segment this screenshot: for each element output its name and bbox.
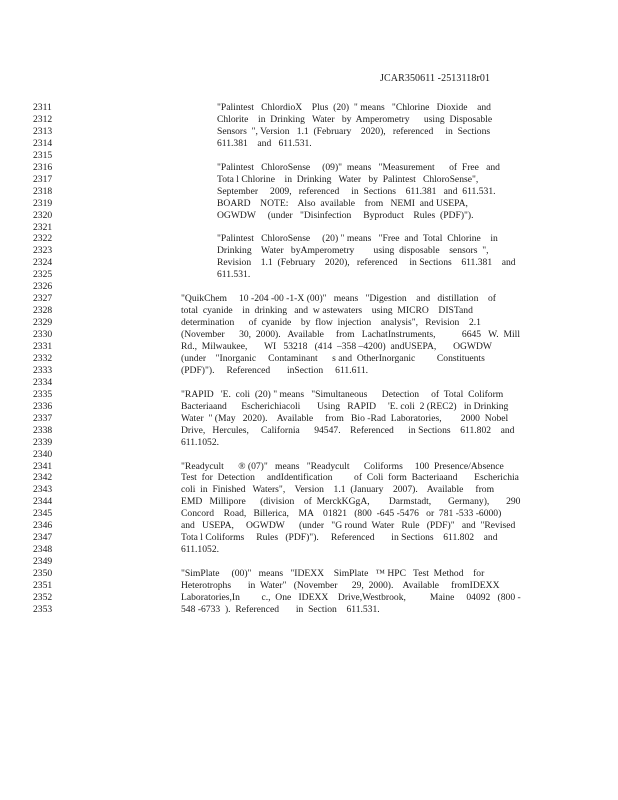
line-number: 2325: [33, 269, 53, 281]
line-number: 2344: [33, 496, 53, 508]
line-text: 611.1052.: [181, 544, 220, 556]
line-number: 2317: [33, 173, 53, 185]
line-text: Laboratories,In c., One IDEXX Drive,Westbrook, Maine 04092 (800 -: [181, 591, 521, 603]
line-number: 2352: [33, 591, 53, 603]
line-text: (November 30, 2000). Available from LachatInstruments, 6645 W. Mill: [181, 329, 521, 341]
line-number: 2336: [33, 400, 53, 412]
line-number: 2345: [33, 508, 53, 520]
line-text: Drive, Hercules, California 94547. Referenced in Sections 611.802 and: [181, 424, 515, 436]
line-text: "Readycult ® (07)" means "Readycult Coliforms 100 Presence/Absence: [181, 460, 504, 472]
line-text: "RAPID 'E. coli (20) " means "Simultaneous Detection of Total Coliform: [181, 388, 504, 400]
line-text: Bacteriaand Escherichiacoli Using RAPID 'E. coli 2 (REC2) in Drinking: [181, 400, 509, 412]
line-number: 2312: [33, 113, 53, 125]
line-number: 2315: [33, 149, 53, 161]
line-number: 2329: [33, 317, 53, 329]
line-number: 2341: [33, 460, 53, 472]
line-text: EMD Millipore (division of MerckKGgA, Darmstadt, Germany), 290: [181, 496, 521, 508]
line-number: 2339: [33, 436, 53, 448]
line-number: 2326: [33, 281, 53, 293]
line-text: "SimPlate (00)" means "IDEXX SimPlate ™ HPC Test Method for: [181, 568, 485, 580]
line-number: 2327: [33, 293, 53, 305]
line-text: coli in Finished Waters", Version 1.1 (January 2007). Available from: [181, 484, 495, 496]
line-text: Tota l Chlorine in Drinking Water by Palintest ChloroSense",: [217, 173, 479, 185]
line-number: 2318: [33, 185, 53, 197]
line-number: 2335: [33, 388, 53, 400]
line-number: 2328: [33, 305, 53, 317]
line-text: September 2009, referenced in Sections 611.381 and 611.531.: [217, 185, 496, 197]
line-number: 2347: [33, 532, 53, 544]
line-text: total cyanide in drinking and w astewaters using MICRO DISTand: [181, 305, 473, 317]
line-number: 2334: [33, 376, 53, 388]
line-text: Heterotrophs in Water" (November 29, 2000). Available fromIDEXX: [181, 580, 500, 591]
line-number: 2330: [33, 329, 53, 341]
line-number: 2322: [33, 233, 53, 245]
document-header: JCAR350611 -2513118r01: [380, 73, 491, 84]
line-text: "Palintest ChloroSense (09)" means "Measurement of Free and: [217, 161, 500, 173]
line-text: Chlorite in Drinking Water by Amperometry using Disposable: [217, 113, 493, 125]
line-text: determination of cyanide by flow injection analysis", Revision 2.1: [181, 317, 481, 329]
line-text: and USEPA, OGWDW (under "G round Water Rule (PDF)" and "Revised: [181, 520, 516, 532]
line-text: Sensors ", Version 1.1 (February 2020), referenced in Sections: [217, 125, 491, 137]
line-text: BOARD NOTE: Also available from NEMI and USEPA,: [217, 197, 468, 209]
line-text: Test for Detection andIdentification of Coli form Bacteriaand Escherichia: [181, 472, 519, 484]
line-text: 611.1052.: [181, 436, 220, 448]
line-number: 2351: [33, 580, 53, 591]
line-number: 2314: [33, 137, 53, 149]
line-text: 611.531.: [217, 269, 251, 281]
line-text: "Palintest ChloroSense (20) " means "Free and Total Chlorine in: [217, 233, 498, 245]
line-number: 2320: [33, 209, 53, 221]
line-text: 611.381 and 611.531.: [217, 137, 312, 149]
line-number: 2332: [33, 352, 53, 364]
line-number: 2338: [33, 424, 53, 436]
line-number: 2313: [33, 125, 53, 137]
line-number: 2340: [33, 448, 53, 460]
line-text: Revision 1.1 (February 2020), referenced in Sections 611.381 and: [217, 257, 516, 269]
line-text: (PDF)"). Referenced inSection 611.611.: [181, 364, 369, 376]
line-text: Drinking Water byAmperometry using disposable sensors ",: [217, 245, 489, 257]
line-text: OGWDW (under "Disinfection Byproduct Rules (PDF)").: [217, 209, 474, 221]
line-number: 2323: [33, 245, 53, 257]
line-number: 2311: [33, 102, 52, 113]
line-number: 2316: [33, 161, 53, 173]
line-number: 2337: [33, 412, 53, 424]
line-number: 2321: [33, 221, 53, 233]
line-text: Tota l Coliforms Rules (PDF)"). Referenced in Sections 611.802 and: [181, 532, 498, 544]
line-number: 2353: [33, 603, 53, 615]
line-number: 2350: [33, 568, 53, 580]
line-text: Concord Road, Billerica, MA 01821 (800 -645 -5476 or 781 -533 -6000): [181, 508, 502, 520]
line-text: Water " (May 2020). Available from Bio -Rad Laboratories, 2000 Nobel: [181, 412, 509, 424]
line-text: 548 -6733 ). Referenced in Section 611.531.: [181, 603, 380, 615]
line-text: "QuikChem 10 -204 -00 -1-X (00)" means "Digestion and distillation of: [181, 293, 496, 305]
line-number: 2342: [33, 472, 53, 484]
line-number: 2333: [33, 364, 53, 376]
line-text: (under "Inorganic Contaminant s and OtherInorganic Constituents: [181, 352, 485, 364]
line-number: 2319: [33, 197, 53, 209]
line-number: 2331: [33, 341, 53, 352]
line-number: 2324: [33, 257, 53, 269]
line-number: 2346: [33, 520, 53, 532]
line-number: 2343: [33, 484, 53, 496]
line-text: Rd., Milwaukee, WI 53218 (414 –358 –4200) andUSEPA, OGWDW: [181, 341, 492, 352]
line-text: "Palintest ChlordioX Plus (20) " means "Chlorine Dioxide and: [217, 102, 491, 113]
line-number: 2349: [33, 556, 53, 568]
line-number: 2348: [33, 544, 53, 556]
